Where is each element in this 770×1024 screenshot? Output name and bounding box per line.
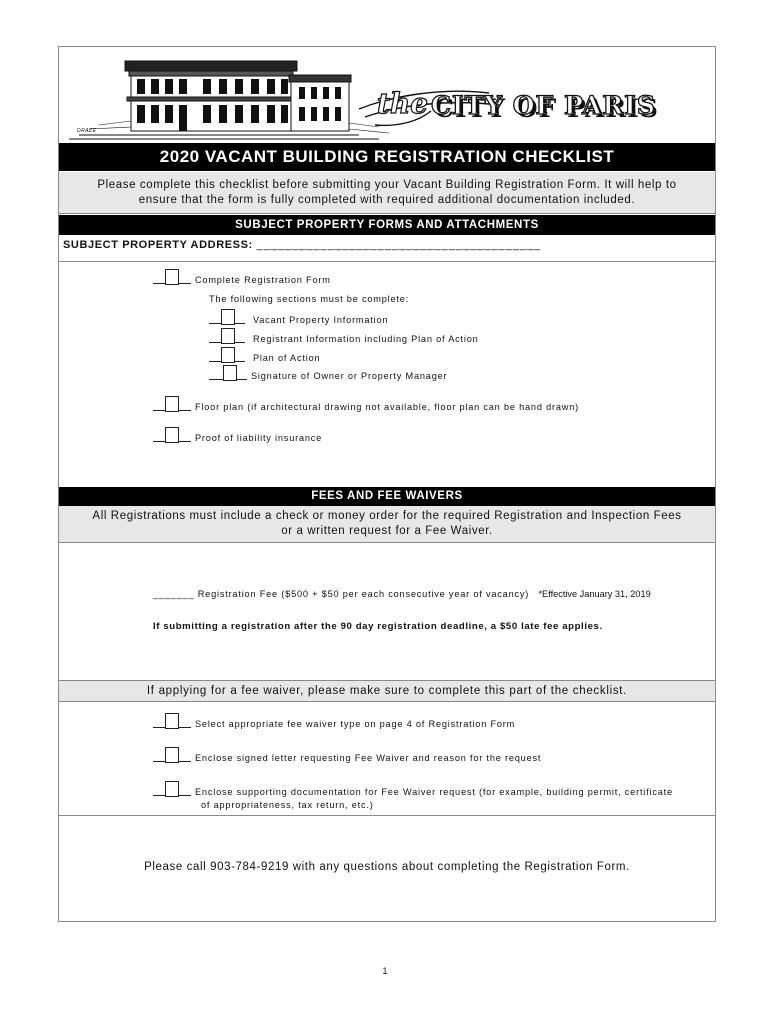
signature-label: Signature of Owner or Property Manager bbox=[251, 371, 448, 381]
checklist-item-complete-form bbox=[153, 269, 331, 285]
divider bbox=[59, 815, 715, 816]
fees-note bbox=[59, 506, 715, 543]
address-input-line[interactable]: ________________________________________ bbox=[256, 239, 542, 251]
registration-fee-item bbox=[153, 589, 651, 599]
checkbox-floor-plan[interactable] bbox=[153, 396, 191, 412]
fees-note-line-2: or a written request for a Fee Waiver. bbox=[281, 525, 493, 537]
checklist-item-liability bbox=[153, 427, 322, 443]
artist-signature: DRAZE bbox=[77, 128, 97, 134]
header-logo-area bbox=[59, 47, 715, 142]
plan-of-action-label: Plan of Action bbox=[253, 353, 321, 363]
checkbox-registrant-info[interactable] bbox=[209, 328, 245, 344]
checklist-item-vacant-info bbox=[209, 309, 388, 325]
supporting-docs-label: Enclose supporting documentation for Fee Waiver request (for example, building permit, certificate bbox=[195, 787, 673, 797]
divider bbox=[59, 261, 715, 262]
checklist-item-enclose-letter bbox=[153, 747, 541, 763]
checkbox-enclose-letter[interactable] bbox=[153, 747, 191, 763]
subject-property-heading: SUBJECT PROPERTY FORMS AND ATTACHMENTS bbox=[59, 215, 715, 235]
supporting-docs-label-cont: of appropriateness, tax return, etc.) bbox=[201, 800, 374, 810]
checkbox-supporting-docs[interactable] bbox=[153, 781, 191, 797]
select-waiver-label: Select appropriate fee waiver type on page 4 of Registration Form bbox=[195, 719, 516, 729]
sections-note: The following sections must be complete: bbox=[209, 294, 410, 304]
fees-heading: FEES AND FEE WAIVERS bbox=[59, 487, 715, 506]
registration-fee-blank[interactable]: _______ bbox=[153, 589, 195, 599]
checklist-item-registrant-info bbox=[209, 328, 479, 344]
contact-instructions: Please call 903-784-9219 with any questions about completing the Registration Form. bbox=[144, 861, 630, 873]
floor-plan-label: Floor plan (if architectural drawing not available, floor plan can be hand drawn) bbox=[195, 402, 579, 412]
checkbox-signature[interactable] bbox=[209, 365, 247, 381]
checkbox-select-waiver[interactable] bbox=[153, 713, 191, 729]
checkbox-vacant-info[interactable] bbox=[209, 309, 245, 325]
checkbox-plan-of-action[interactable] bbox=[209, 347, 245, 363]
city-of-paris-logo-text: CITY OF PARIS bbox=[431, 91, 656, 120]
page-number: 1 bbox=[382, 966, 388, 976]
intro-instructions bbox=[59, 172, 715, 214]
subject-property-address bbox=[63, 239, 541, 251]
fee-effective-date: *Effective January 31, 2019 bbox=[538, 589, 651, 599]
enclose-letter-label: Enclose signed letter requesting Fee Waiver and reason for the request bbox=[195, 753, 542, 763]
checklist-item-plan-of-action bbox=[209, 347, 320, 363]
checklist-item-signature bbox=[209, 365, 447, 381]
checkbox-liability[interactable] bbox=[153, 427, 191, 443]
complete-form-label: Complete Registration Form bbox=[195, 275, 331, 285]
checklist-item-select-waiver bbox=[153, 713, 515, 729]
intro-line-1: Please complete this checklist before submitting your Vacant Building Registration Form. It will help to bbox=[97, 179, 677, 191]
checklist-page-frame bbox=[58, 46, 716, 922]
page-title: 2020 VACANT BUILDING REGISTRATION CHECKLIST bbox=[59, 143, 715, 171]
liability-label: Proof of liability insurance bbox=[195, 433, 323, 443]
intro-line-2: ensure that the form is fully completed with required additional documentation included. bbox=[138, 194, 636, 206]
checklist-item-floor-plan bbox=[153, 396, 579, 412]
late-fee-notice: If submitting a registration after the 90 day registration deadline, a $50 late fee applies. bbox=[153, 621, 603, 632]
registrant-info-label: Registrant Information including Plan of Action bbox=[253, 334, 479, 344]
vacant-info-label: Vacant Property Information bbox=[253, 315, 389, 325]
address-label: SUBJECT PROPERTY ADDRESS: bbox=[63, 239, 253, 251]
registration-fee-text: Registration Fee ($500 + $50 per each consecutive year of vacancy) bbox=[197, 589, 530, 599]
fees-note-line-1: All Registrations must include a check or money order for the required Registration and Inspection Fees bbox=[92, 510, 682, 522]
fee-waiver-heading: If applying for a fee waiver, please make sure to complete this part of the checklist. bbox=[59, 680, 715, 702]
script-the-text: the bbox=[377, 87, 429, 120]
checklist-item-supporting-docs bbox=[153, 781, 673, 797]
checkbox-complete-form[interactable] bbox=[153, 269, 191, 285]
